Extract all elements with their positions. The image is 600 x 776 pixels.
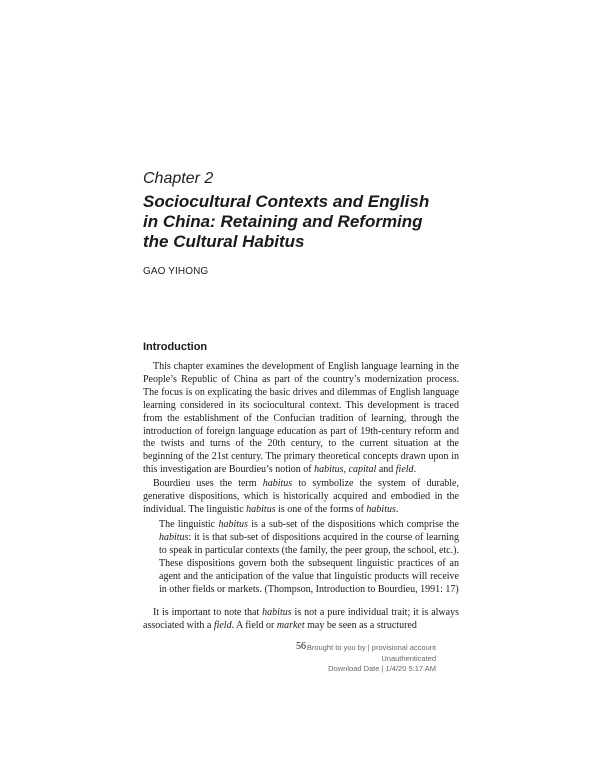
access-note-line: Brought to you by | provisional account xyxy=(306,643,436,652)
text-run: is not a pure individual trait; it is always associated with a xyxy=(143,607,459,631)
term-emphasis: habitus xyxy=(218,519,248,530)
paragraph-intro xyxy=(143,361,459,477)
text-run: is a sub-set of the dispositions which comprise the xyxy=(247,519,459,530)
access-note-line: Download Date | 1/4/20 5:17 AM xyxy=(328,664,436,673)
text-run: may be seen as a structured xyxy=(304,619,417,631)
text-run: . xyxy=(413,464,417,476)
paragraph-field xyxy=(143,607,459,633)
chapter-label: Chapter 2 xyxy=(143,170,214,187)
text-run: Bourdieu uses the term xyxy=(153,478,263,489)
block-quote xyxy=(159,519,459,596)
term-emphasis: habitus xyxy=(262,607,292,618)
chapter-title-line: the Cultural Habitus xyxy=(143,232,305,251)
chapter-title-line: Sociocultural Contexts and English xyxy=(143,192,430,211)
term-emphasis: habitus xyxy=(246,503,276,515)
text-run: It is important to note that xyxy=(153,607,263,618)
text-run: is one of the forms of xyxy=(275,503,367,515)
text-run: This chapter examines the development of English language learning in the People’s Republic of China as part of the country’s modernization process. The focus is on explicating the basic drives and dilemmas of English language learning considered in its sociocultural context. This development is traced from the establishment of the Confucian tradition of learning, through the introduction of foreign language education as part of 19th-century reform and the twists and turns of the 20th century, to the current situation at the beginning of the 21st century. The primary theoretical concepts drawn upon in this investigation are Bourdieu’s notion of xyxy=(143,361,459,476)
access-note-line: Unauthenticated xyxy=(381,653,436,663)
text-run: , xyxy=(343,464,349,476)
text-run: . A field or xyxy=(231,619,277,631)
term-emphasis: habitus xyxy=(314,464,344,476)
text-run: The linguistic xyxy=(159,519,219,530)
page-number: 56 xyxy=(296,641,306,652)
text-run: and xyxy=(376,464,396,476)
section-heading: Introduction xyxy=(143,341,208,353)
access-watermark xyxy=(307,643,436,675)
term-emphasis: habitus xyxy=(159,531,189,543)
term-emphasis: field xyxy=(213,619,232,631)
text-run: to symbolize the system of durable, generative dispositions, which is historically acquired and embodied in the individual. The linguistic xyxy=(143,478,459,515)
text-run: . xyxy=(395,503,399,515)
term-emphasis: field xyxy=(395,464,414,476)
paragraph-habitus xyxy=(143,478,459,517)
chapter-author: GAO YIHONG xyxy=(143,266,209,277)
term-emphasis: capital xyxy=(348,464,377,476)
chapter-title-line: in China: Retaining and Reforming xyxy=(143,212,423,231)
term-emphasis: habitus xyxy=(366,503,396,515)
term-emphasis: habitus xyxy=(262,478,293,489)
text-run: : it is that sub-set of dispositions acquired in the course of learning to speak in particular contexts (the family, the peer group, the school, etc.). These dispositions govern both the subsequent linguistic practices of an agent and the anticipation of the value that linguistic products will receive in other fields or markets. (Thompson, Introduction to Bourdieu, 1991: 17) xyxy=(159,531,459,595)
chapter-title xyxy=(143,192,463,252)
term-emphasis: market xyxy=(276,619,305,631)
